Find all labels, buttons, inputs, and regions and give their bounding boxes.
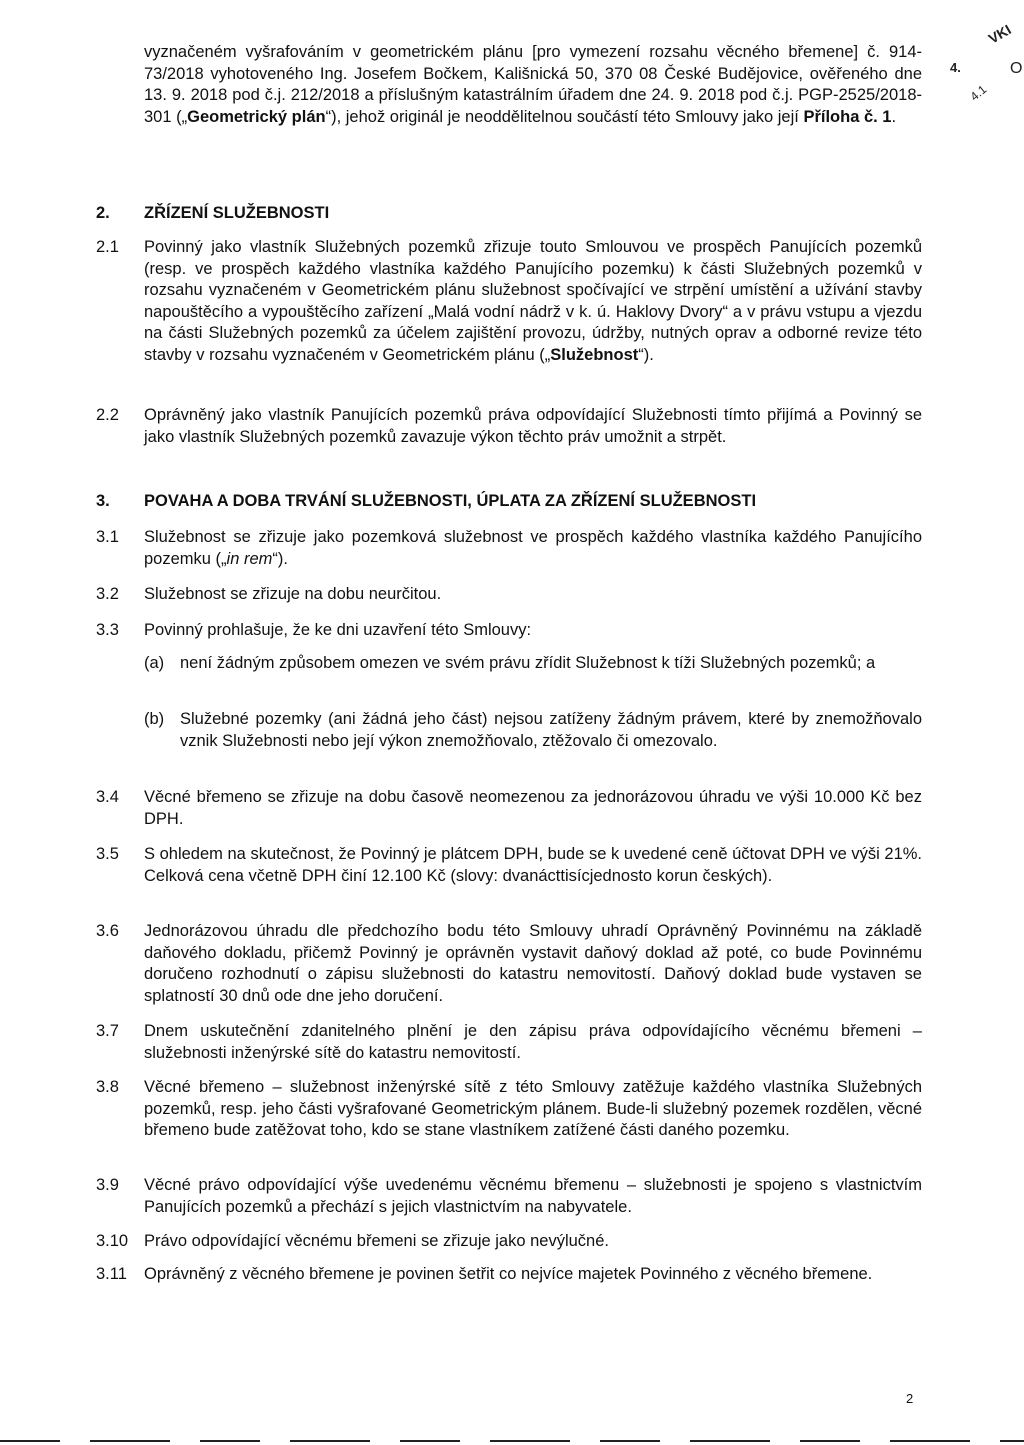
clause-3-1 [144,527,922,570]
intro-text-3: . [891,107,897,126]
clause-text: “). [638,345,654,364]
section-2-number: 2. [96,204,110,222]
subclause-b: Služebné pozemky (ani žádná jeho část) nejsou zatíženy žádným právem, které by znemožňovalo vznik Služebnosti nebo její výkon znemožňovalo, ztěžovalo či omezovalo. [180,710,922,750]
margin-note-o: O [1010,60,1023,77]
clause-text: “). [272,549,288,568]
intro-geometricky-plan: Geometrický plán [187,107,326,126]
clause-text: Služebnost se zřizuje jako pozemková služebnost ve prospěch každého vlastníka každého Panujícího pozemku („ [144,528,922,568]
section-2-title: ZŘÍZENÍ SLUŽEBNOSTI [144,204,330,222]
clause-3-11: Oprávněný z věcného břemene je povinen šetřit co nejvíce majetek Povinného z věcného břemene. [144,1265,873,1283]
clause-number: 3.6 [96,922,119,940]
scan-edge-line [0,1440,1024,1442]
clause-3-5: S ohledem na skutečnost, že Povinný je plátcem DPH, bude se k uvedené ceně účtovat DPH ve výši 21%. Celková cena včetně DPH činí 12.100 Kč (slovy: dvanácttisícjednosto korun českých). [144,845,922,885]
intro-paragraph [144,42,922,128]
clause-number: 3.1 [96,528,119,546]
subclause-a: není žádným způsobem omezen ve svém právu zřídit Služebnost k tíži Služebných pozemků; a [180,654,876,672]
clause-3-2: Služebnost se zřizuje na dobu neurčitou. [144,585,442,603]
clause-number: 3.11 [96,1265,127,1283]
margin-note-vki: VKI [985,21,1014,47]
clause-3-10: Právo odpovídající věcnému břemeni se zřizuje jako nevýlučné. [144,1232,609,1250]
clause-italic-term: in rem [226,549,273,568]
clause-text: Povinný jako vlastník Služebných pozemků zřizuje touto Smlouvou ve prospěch Panujících pozemků (resp. ve prospěch každého vlastníka každého Panujícího pozemku) k části Služebných pozemků v rozsahu vyznačeném v Geometrickém plánu služebnost spočívající ve strpění umístění a užívání stavby napouštěcího a vypouštěcího zařízení „Malá vodní nádrž v k. ú. Haklovy Dvory“ a v právu vstupu a vjezdu na části Služebných pozemků za účelem zajištění provozu, údržby, nutných oprav a odborné revize této stavby v rozsahu vyznačeném v Geometrickém plánu („ [144,238,922,364]
clause-number: 3.10 [96,1232,129,1250]
clause-number: 3.7 [96,1022,119,1040]
clause-number: 3.4 [96,788,119,806]
clause-number: 2.2 [96,406,119,424]
page-number: 2 [906,1391,914,1406]
clause-number: 3.9 [96,1176,119,1194]
clause-3-6: Jednorázovou úhradu dle předchozího bodu této Smlouvy uhradí Oprávněný Povinnému na základě daňového dokladu, přičemž Povinný je oprávněn vystavit daňový doklad až poté, co bude Povinnému doručeno rozhodnutí o zápisu služebnosti do katastru nemovitostí. Daňový doklad bude vystaven se splatností 30 dnů ode dne jeho doručení. [144,922,922,1005]
subclause-label: (a) [144,654,165,672]
clause-3-4: Věcné břemeno se zřizuje na dobu časově neomezenou za jednorázovou úhradu ve výši 10.000 Kč bez DPH. [144,788,922,828]
section-3-title: POVAHA A DOBA TRVÁNÍ SLUŽEBNOSTI, ÚPLATA ZA ZŘÍZENÍ SLUŽEBNOSTI [144,492,757,510]
margin-note-4-1: 4.1 [967,82,990,104]
clause-3-7: Dnem uskutečnění zdanitelného plnění je den zápisu práva odpovídajícího věcnému břemeni – služebnosti inženýrské sítě do katastru nemovitostí. [144,1022,922,1062]
intro-text-1: vyznačeném vyšrafováním v geometrickém plánu [pro vymezení rozsahu věcného břemene] č. 914-73/2018 vyhotoveného Ing. Josefem Bočkem, Kališnická 50, 370 08 České Budějovice, ověřeného dne 13. 9. 2018 pod č.j. 212/2018 a příslušným katastrálním úřadem dne 24. 9. 2018 pod č.j. PGP-2525/2018-301 („ [144,43,922,126]
clause-number: 3.8 [96,1078,119,1096]
clause-3-8: Věcné břemeno – služebnost inženýrské sítě z této Smlouvy zatěžuje každého vlastníka Služebných pozemků, resp. jeho části vyšrafované Geometrickým plánem. Bude-li služebný pozemek rozdělen, věcné břemeno bude zatěžovat toho, kdo se stane vlastníkem zatížené části daného pozemku. [144,1078,922,1139]
clause-3-3: Povinný prohlašuje, že ke dni uzavření této Smlouvy: [144,621,532,639]
intro-priloha: Příloha č. 1 [803,107,892,126]
clause-number: 3.3 [96,621,119,639]
clause-number: 3.2 [96,585,119,603]
margin-note-4: 4. [950,60,961,75]
clause-number: 2.1 [96,238,119,256]
clause-2-1 [144,237,922,366]
clause-3-9: Věcné právo odpovídající výše uvedenému věcnému břemenu – služebnosti je spojeno s vlastnictvím Panujících pozemků a přechází s jejich vlastnictvím na nabyvatele. [144,1176,922,1216]
clause-2-2: Oprávněný jako vlastník Panujících pozemků práva odpovídající Služebnosti tímto přijímá a Povinný se jako vlastník Služebných pozemků zavazuje výkon těchto práv umožnit a strpět. [144,406,922,446]
section-3-number: 3. [96,492,110,510]
clause-bold-term: Služebnost [550,345,639,364]
subclause-label: (b) [144,710,165,728]
clause-number: 3.5 [96,845,119,863]
intro-text-2: “), jehož originál je neoddělitelnou součástí této Smlouvy jako její [325,107,804,126]
